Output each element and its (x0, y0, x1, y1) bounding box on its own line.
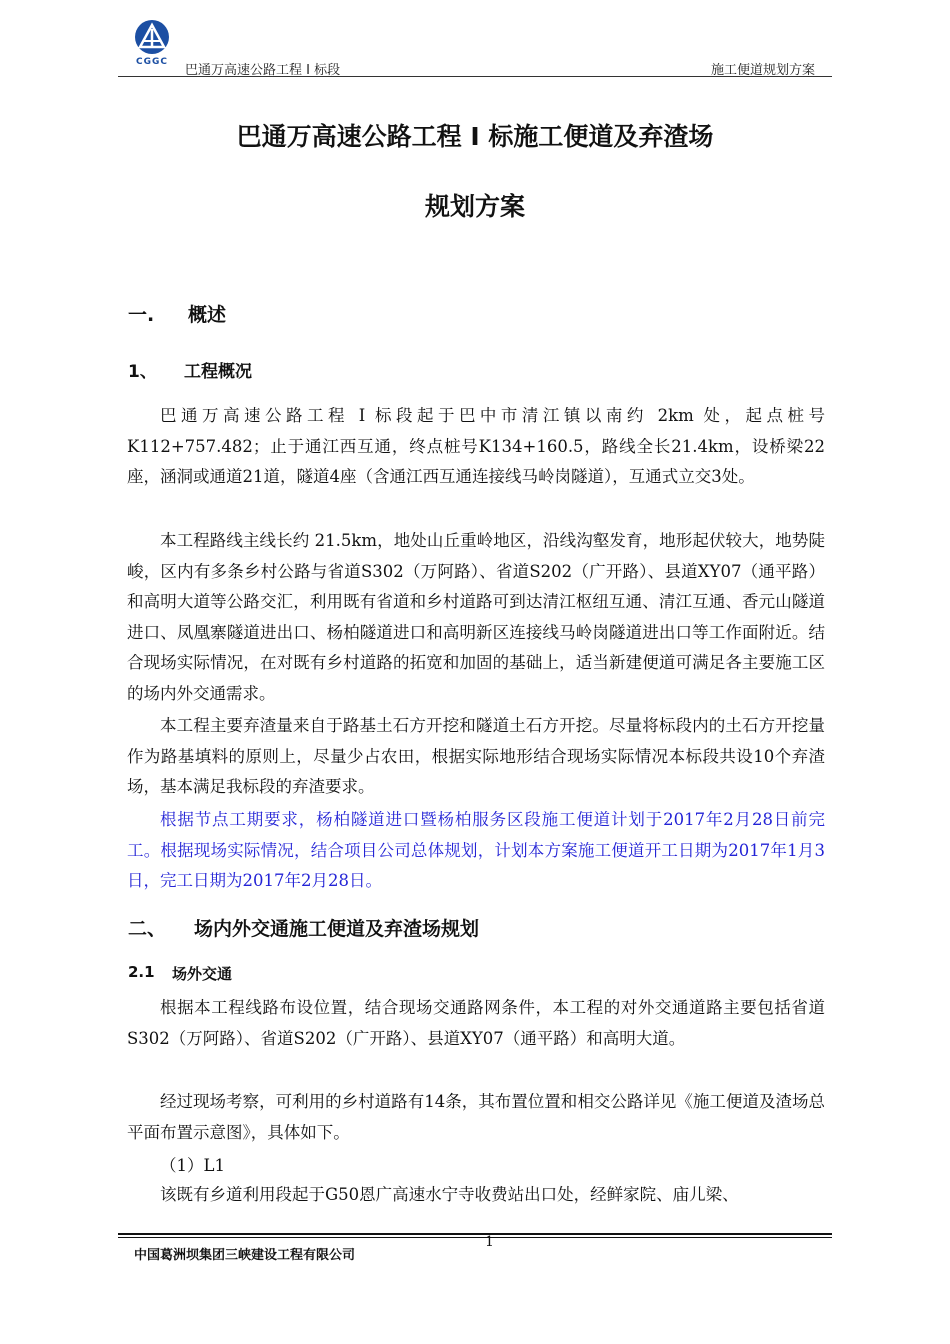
company-logo (129, 20, 175, 72)
subsection-1-1-number: 1、 (128, 362, 157, 382)
header-document-name: 施工便道规划方案 (710, 63, 815, 78)
paragraph-route-terrain: 本工程路线主线长约 21.5km，地处山丘重岭地区，沿线沟壑发育，地形起伏较大，地势陡峻，区内有多条乡村公路与省道S302（万阿路）、省道S202（广开路）、县道XY07（通平路）和高明大道等公路交汇，利用既有省道和乡村道路可到达清江枢纽互通、清江互通、香元山隧道进口、凤凰寨隧道进出口、杨柏隧道进口和高明新区连接线马岭岗隧道进出口等工作面附近。结合现场实际情况，在对既有乡村道路的拓宽和加固的基础上，适当新建便道可满足各主要施工区的场内外交通需求。 (127, 531, 825, 703)
paragraph-l1-description: 该既有乡道利用段起于G50恩广高速水宁寺收费站出口处，经鲜家院、庙儿梁、 (160, 1185, 739, 1204)
logo-emblem-icon (135, 20, 169, 54)
paragraph-schedule: 根据节点工期要求，杨柏隧道进口暨杨柏服务区段施工便道计划于2017年2月28日前完工。根据现场实际情况，结合项目公司总体规划，计划本方案施工便道开工日期为2017年1月3日，完工日期为2017年2月28日。 (127, 810, 825, 891)
paragraph-project-overview: 巴通万高速公路工程 I 标段起于巴中市清江镇以南约 2km 处，起点桩号K112+757.482；止于通江西互通，终点桩号K134+160.5，路线全长21.4km，设桥梁22座，涵洞或通道21道，隧道4座（含通江西互通连接线马岭岗隧道），互通式立交3处。 (127, 406, 825, 487)
section-2-title: 场内外交通施工便道及弃渣场规划 (194, 918, 480, 940)
document-title-line2: 规划方案 (424, 192, 525, 221)
subsection-2-1-number: 2.1 (128, 963, 155, 981)
paragraph-external-roads: 根据本工程线路布设位置，结合现场交通路网条件，本工程的对外交通道路主要包括省道S302（万阿路）、省道S202（广开路）、县道XY07（通平路）和高明大道。 (127, 998, 825, 1048)
list-item-l1: （1）L1 (160, 1156, 225, 1175)
page-number: 1 (485, 1234, 494, 1250)
footer-company-name: 中国葛洲坝集团三峡建设工程有限公司 (134, 1248, 356, 1263)
section-1-title: 概述 (188, 304, 227, 326)
subsection-1-1-title: 工程概况 (184, 362, 252, 382)
document-title-line1: 巴通万高速公路工程 I 标施工便道及弃渣场 (236, 122, 714, 151)
section-2-number: 二、 (128, 918, 167, 940)
paragraph-spoil-sites: 本工程主要弃渣量来自于路基土石方开挖和隧道土石方开挖。尽量将标段内的土石方开挖量作为路基填料的原则上，尽量少占农田，根据实际地形结合现场实际情况本标段共设10个弃渣场，基本满足我标段的弃渣要求。 (127, 716, 825, 797)
footer-rule-thin (118, 1237, 832, 1238)
paragraph-village-roads: 经过现场考察，可利用的乡村道路有14条，其布置位置和相交公路详见《施工便道及渣场总平面布置示意图》，具体如下。 (127, 1092, 825, 1142)
logo-text: CGGC (136, 57, 168, 67)
footer-rule-thick (118, 1233, 832, 1235)
header-rule (118, 76, 832, 77)
section-1-number: 一. (128, 304, 155, 326)
header-project-name: 巴通万高速公路工程 I 标段 (185, 63, 341, 78)
subsection-2-1-title: 场外交通 (172, 965, 233, 983)
